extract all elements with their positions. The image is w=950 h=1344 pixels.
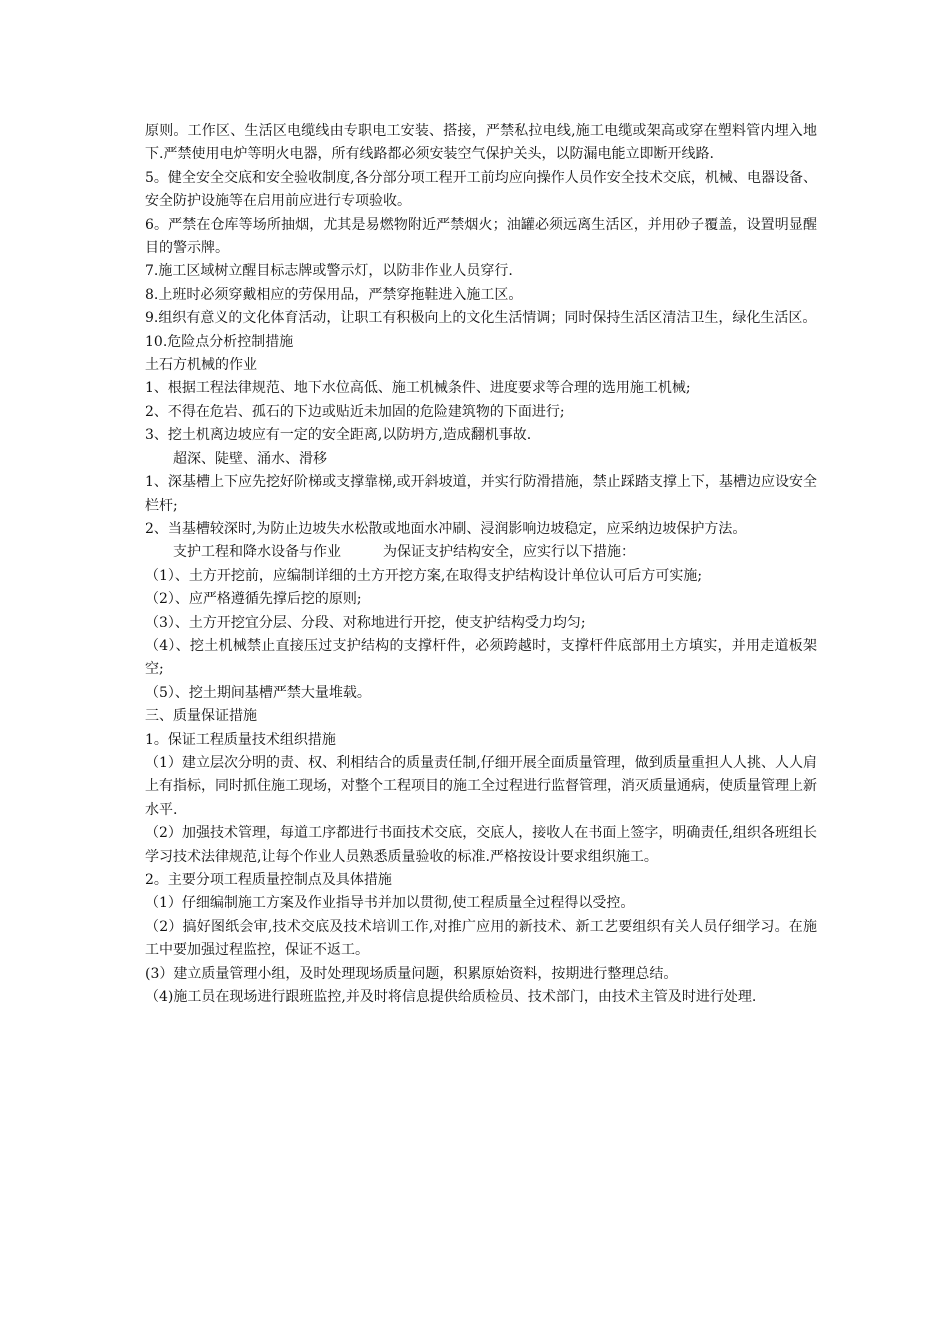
list-item: (3）建立质量管理小组，及时处理现场质量问题，积累原始资料，按期进行整理总结。 xyxy=(145,965,678,982)
support-heading-tail: 为保证支护结构安全，应实行以下措施： xyxy=(383,544,635,561)
subsection-heading-support xyxy=(145,541,817,564)
list-item: 1、深基槽上下应先挖好阶梯或支撑靠梯,或开斜坡道，并实行防滑措施，禁止踩踏支撑上下，基槽边应设安全栏杆; xyxy=(145,474,817,514)
list-item: 3、挖土机离边坡应有一定的安全距离,以防坍方,造成翻机事故. xyxy=(145,427,532,444)
subsection-heading: 2。主要分项工程质量控制点及具体措施 xyxy=(145,872,392,888)
subsection-heading-slope: 超深、陡壁、涌水、滑移 xyxy=(173,450,327,467)
list-item: （2）加强技术管理，每道工序都进行书面技术交底，交底人，接收人在书面上签字，明确责任,组织各班组长学习技术法律规范,让每个作业人员熟悉质量验收的标准.严格按设计要求组织施工。 xyxy=(145,825,817,865)
list-item: （2）、应严格遵循先撑后挖的原则; xyxy=(145,591,362,608)
subsection-heading: 1。保证工程质量技术组织措施 xyxy=(145,731,336,748)
paragraph: 原则。工作区、生活区电缆线由专职电工安装、搭接，严禁私拉电线,施工电缆或架高或穿在塑料管内埋入地下.严禁使用电炉等明火电器，所有线路都必须安装空气保护关头，以防漏电能立即断开线路. xyxy=(145,123,817,163)
list-item: 1、根据工程法律规范、地下水位高低、施工机械条件、进度要求等合理的选用施工机械; xyxy=(145,380,691,397)
paragraph: 7.施工区域树立醒目标志牌或警示灯，以防非作业人员穿行. xyxy=(145,263,513,280)
list-item: （2）搞好图纸会审,技术交底及技术培训工作,对推广应用的新技术、新工艺要组织有关人员仔细学习。在施工中要加强过程监控，保证不返工。 xyxy=(145,918,817,959)
section-heading: 10.危险点分析控制措施 xyxy=(145,333,294,350)
paragraph: 8.上班时必须穿戴相应的劳保用品，严禁穿拖鞋进入施工区。 xyxy=(145,286,523,303)
list-item: 2、当基槽较深时,为防止边坡失水松散或地面水冲刷、浸润影响边坡稳定，应采纳边坡保护方法。 xyxy=(145,520,747,537)
document-body xyxy=(145,120,817,1009)
list-item: （3）、土方开挖宜分层、分段、对称地进行开挖，使支护结构受力均匀; xyxy=(145,614,586,631)
list-item: （5）、挖土期间基槽严禁大量堆载。 xyxy=(145,684,371,701)
list-item: 2、不得在危岩、孤石的下边或贴近未加固的危险建筑物的下面进行; xyxy=(145,403,565,420)
section-heading: 三、质量保证措施 xyxy=(145,708,257,725)
list-item: （4)施工员在现场进行跟班监控,并及时将信息提供给质检员、技术部门，由技术主管及时进行处理. xyxy=(145,989,757,1006)
paragraph: 5。健全安全交底和安全验收制度,各分部分项工程开工前均应向操作人员作安全技术交底，机械、电器设备、安全防护设施等在启用前应进行专项验收。 xyxy=(145,169,817,210)
list-item: （4）、挖土机械禁止直接压过支护结构的支撑杆件，必须跨越时，支撑杆件底部用土方填实，并用走道板架空; xyxy=(145,637,817,678)
list-item: （1）、土方开挖前，应编制详细的土方开挖方案,在取得支护结构设计单位认可后方可实施; xyxy=(145,567,703,584)
paragraph: 6。严禁在仓库等场所抽烟，尤其是易燃物附近严禁烟火；油罐必须远离生活区，并用砂子覆盖，设置明显醒目的警示牌。 xyxy=(145,216,817,257)
support-heading-text: 支护工程和降水设备与作业 xyxy=(173,544,341,561)
list-item: （1）建立层次分明的责、权、利相结合的质量责任制,仔细开展全面质量管理，做到质量重担人人挑、人人肩上有指标，同时抓住施工现场，对整个工程项目的施工全过程进行监督管理，消灭质量通病，使质量管理上新水平. xyxy=(145,754,817,818)
subsection-heading: 土石方机械的作业 xyxy=(145,357,257,374)
list-item: （1）仔细编制施工方案及作业指导书并加以贯彻,使工程质量全过程得以受控。 xyxy=(145,895,635,912)
paragraph: 9.组织有意义的文化体育活动，让职工有积极向上的文化生活情调；同时保持生活区清洁卫生，绿化生活区。 xyxy=(145,310,817,327)
